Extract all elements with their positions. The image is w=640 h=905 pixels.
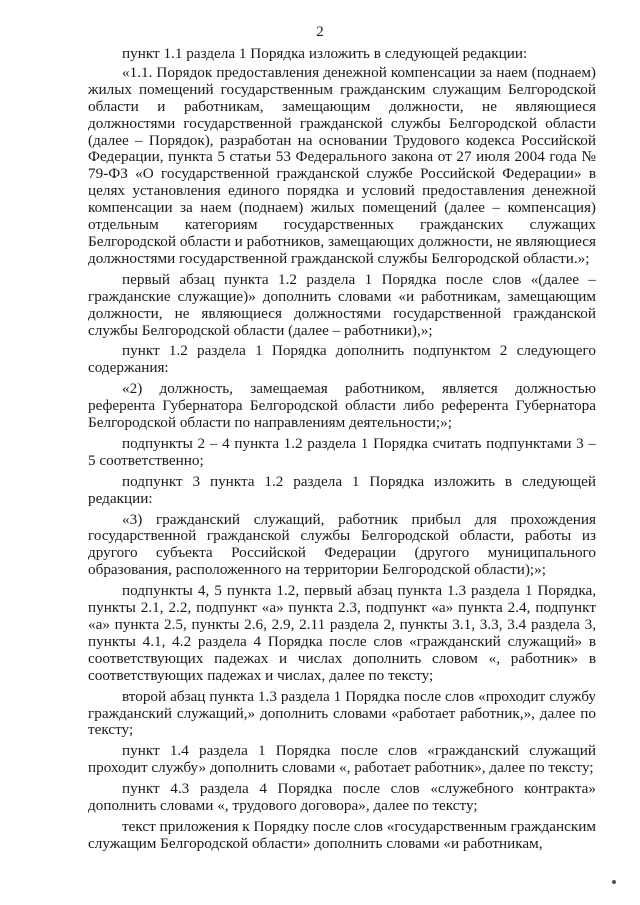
paragraph: пункт 1.4 раздела 1 Порядка после слов «гражданский служащий проходит службу» дополнить словами «, работает работник», далее по тексту;	[88, 742, 596, 777]
paragraph: подпункты 2 – 4 пункта 1.2 раздела 1 Порядка считать подпунктами 3 – 5 соответственно;	[88, 434, 596, 469]
paragraph: «1.1. Порядок предоставления денежной компенсации за наем (поднаем) жилых помещений государственным гражданским служащим Белгородской области и работникам, замещающим должности, не являющиеся должностями государственной гражданской службы Белгородской области (далее – Порядок), разработан на основании Трудового кодекса Российской Федерации, пункта 5 статьи 53 Федерального закона от 27 июля 2004 года № 79-ФЗ «О государственной гражданской службе Российской Федерации» в целях установления единого порядка и условий предоставления денежной компенсации за наем (поднаем) жилых помещений (далее – компенсация) отдельным категориям государственных гражданских служащих Белгородской области и работников, замещающих должности, не являющиеся должностями государственной гражданской службы Белгородской области.»;	[88, 63, 596, 267]
scan-mark	[612, 880, 616, 884]
paragraph: второй абзац пункта 1.3 раздела 1 Порядка после слов «проходит службу гражданский служащий,» дополнить словами «работает работник,», далее по тексту;	[88, 687, 596, 739]
paragraph: «3) гражданский служащий, работник прибыл для прохождения государственной гражданской службы Белгородской области, работы из другого субъекта Российской Федерации (другого муниципального образования, расположенного на территории Белгородской области);»;	[88, 510, 596, 579]
paragraph: подпункт 3 пункта 1.2 раздела 1 Порядка изложить в следующей редакции:	[88, 472, 596, 507]
paragraph: подпункты 4, 5 пункта 1.2, первый абзац пункта 1.3 раздела 1 Порядка, пункты 2.1, 2.2, подпункт «а» пункта 2.3, подпункт «а» пункта 2.4, подпункт «а» пункта 2.5, пункты 2.6, 2.9, 2.11 раздела 2, пункты 3.1, 3.3, 3.4 раздела 3, пункты 4.1, 4.2 раздела 4 Порядка после слов «гражданский служащий» в соответствующих падежах и числах дополнить словом «, работник» в соответствующих падежах и числах, далее по тексту;	[88, 582, 596, 684]
paragraph: пункт 4.3 раздела 4 Порядка после слов «служебного контракта» дополнить словами «, трудового договора», далее по тексту;	[88, 780, 596, 815]
paragraph: пункт 1.2 раздела 1 Порядка дополнить подпунктом 2 следующего содержания:	[88, 342, 596, 377]
paragraph: текст приложения к Порядку после слов «государственным гражданским служащим Белгородской области» дополнить словами «и работникам,	[88, 817, 596, 852]
paragraph: «2) должность, замещаемая работником, является должностью референта Губернатора Белгородской области либо референта Губернатора Белгородской области по направлениям деятельности;»;	[88, 380, 596, 432]
paragraph: первый абзац пункта 1.2 раздела 1 Порядка после слов «(далее – гражданские служащие)» дополнить словами «и работникам, замещающим должности, не являющиеся должностями государственной гражданской службы Белгородской области (далее – работники),»;	[88, 270, 596, 339]
document-body	[88, 46, 596, 857]
page-number: 2	[316, 24, 324, 40]
paragraph: пункт 1.1 раздела 1 Порядка изложить в следующей редакции:	[122, 45, 528, 62]
